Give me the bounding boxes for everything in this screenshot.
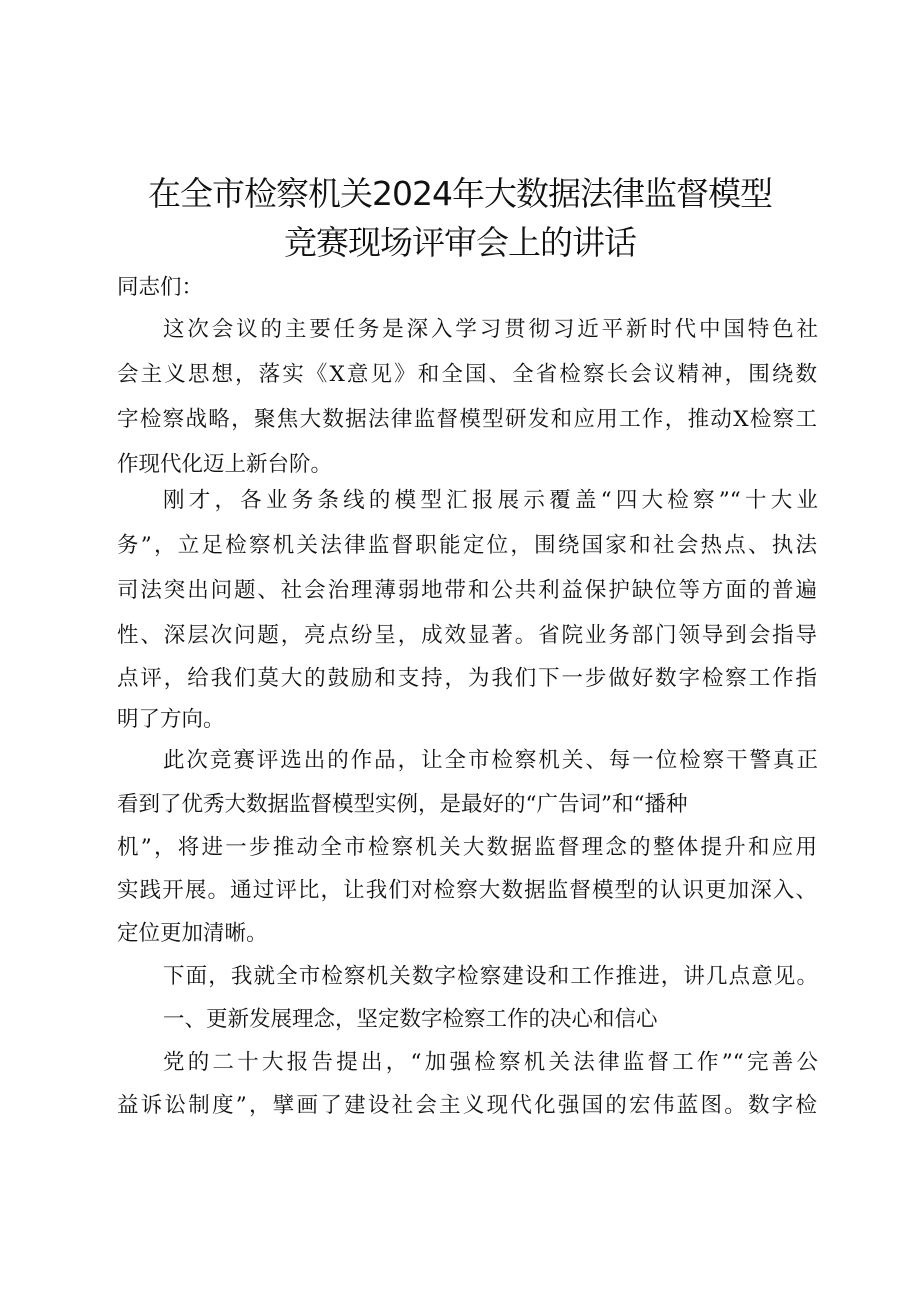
section-paragraph-line-1: 党的二十大报告提出，“加强检察机关法律监督工作”“完善公 bbox=[163, 1050, 818, 1075]
paragraph-1-line-4: 作现代化迈上新台阶。 bbox=[117, 452, 333, 477]
paragraph-3-line-3: 机”，将进一步推动全市检察机关大数据监督理念的整体提升和应用 bbox=[117, 835, 817, 860]
section-heading-1: 一、更新发展理念，坚定数字检察工作的决心和信心 bbox=[163, 1007, 658, 1032]
paragraph-1-line-1: 这次会议的主要任务是深入学习贯彻习近平新时代中国特色社 bbox=[163, 317, 818, 342]
paragraph-2-line-5: 点评，给我们莫大的鼓励和支持，为我们下一步做好数字检察工作指 bbox=[117, 666, 817, 691]
paragraph-3-line-4: 实践开展。通过评比，让我们对检察大数据监督模型的认识更加深入、 bbox=[117, 878, 817, 903]
paragraph-1-line-3: 字检察战略，聚焦大数据法律监督模型研发和应用工作，推动X检察工 bbox=[117, 407, 817, 432]
paragraph-1-line-2: 会主义思想，落实《X意见》和全国、全省检察长会议精神，围绕数 bbox=[117, 362, 817, 387]
section-paragraph-line-2: 益诉讼制度”，擘画了建设社会主义现代化强国的宏伟蓝图。数字检 bbox=[117, 1093, 817, 1118]
paragraph-3-line-2: 看到了优秀大数据监督模型实例，是最好的“广告词”和“播种 bbox=[117, 792, 688, 817]
paragraph-2-line-4: 性、深层次问题，亮点纷呈，成效显著。省院业务部门领导到会指导 bbox=[117, 623, 817, 648]
document-title-line-1: 在全市检察机关2024年大数据法律监督模型 bbox=[148, 174, 772, 213]
paragraph-2-line-6: 明了方向。 bbox=[117, 707, 225, 732]
paragraph-3-line-5: 定位更加清晰。 bbox=[117, 921, 268, 946]
document-title-line-2: 竞赛现场评审会上的讲话 bbox=[284, 223, 636, 262]
paragraph-3-line-1: 此次竞赛评选出的作品，让全市检察机关、每一位检察干警真正 bbox=[163, 748, 818, 773]
paragraph-2-line-2: 务”，立足检察机关法律监督职能定位，围绕国家和社会热点、执法 bbox=[117, 533, 817, 558]
paragraph-2-line-3: 司法突出问题、社会治理薄弱地带和公共利益保护缺位等方面的普遍 bbox=[117, 578, 817, 603]
salutation: 同志们： bbox=[117, 275, 204, 300]
paragraph-2-line-1: 刚才，各业务条线的模型汇报展示覆盖“四大检察”“十大业 bbox=[163, 488, 818, 513]
paragraph-4-line-1: 下面，我就全市检察机关数字检察建设和工作推进，讲几点意见。 bbox=[163, 964, 818, 989]
